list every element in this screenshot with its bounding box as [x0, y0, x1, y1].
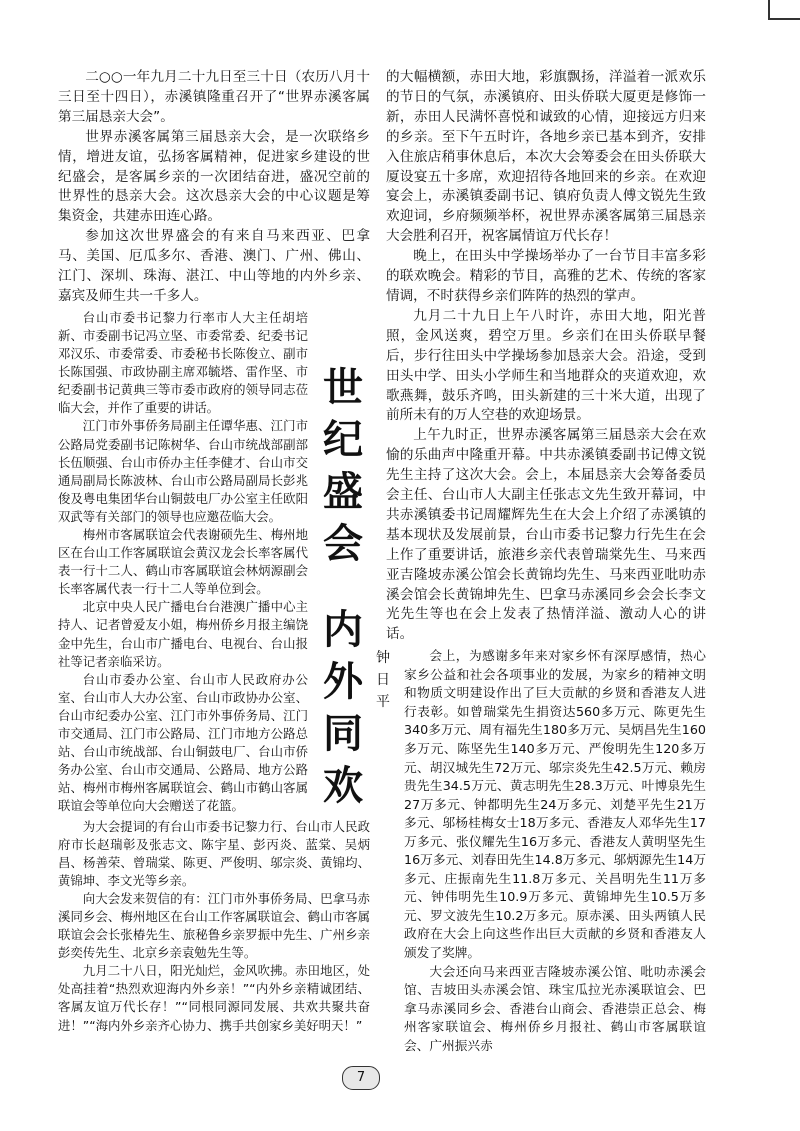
article-title: [316, 362, 370, 812]
title-char: 世: [323, 364, 363, 411]
title-char: 内: [323, 606, 363, 653]
left-column-bottom: [58, 818, 370, 1035]
author-char: 日: [376, 672, 390, 689]
title-char: 外: [323, 658, 363, 705]
paragraph: 为大会提词的有台山市委书记黎力行、台山市人民政府市长赵瑞彰及张志文、陈宇星、彭丙炎、蓝棠、吴炳昌、杨善荣、曾瑞棠、陈更、严俊明、邬宗炎、黄锦均、黄锦坤、李文光等乡亲。: [58, 818, 370, 888]
paragraph: 梅州市客属联谊会代表谢硕先生、梅州地区在台山工作客属联谊会黄汉龙会长率客属代表一行十二人、鹤山市客属联谊会林炳源副会长率客属代表一行十二人等单位到会。: [58, 527, 308, 597]
left-column-middle: [58, 309, 308, 816]
paragraph: 九月二十八日，阳光灿烂，金风吹拂。赤田地区，处处高挂着“热烈欢迎海内外乡亲！”“内外乡亲精诚团结、客属友谊万代长存！”“同根同源同发展、共欢共聚共奋进！”“海内外乡亲齐心协力、携手共创家乡美好明天！”: [58, 963, 370, 1033]
title-char: 同: [323, 710, 363, 757]
paragraph: 台山市委办公室、台山市人民政府办公室、台山市人大办公室、台山市政协办公室、台山市纪委办公室、江门市外事侨务局、江门市交通局、江门市公路局、江门市地方公路总站、台山市统战部、台山铜鼓电厂、台山市侨务办公室、台山市交通局、公路局、地方公路站、梅州市梅州客属联谊会、鹤山市鹤山客属联谊会等单位向大会赠送了花篮。: [58, 671, 308, 814]
paragraph: 江门市外事侨务局副主任谭华惠、江门市公路局党委副书记陈树华、台山市统战部副部长伍顺强、台山市侨办主任李健才、台山市交通局副局长陈波林、台山市公路局副局长彭兆俊及粤电集团华台山铜鼓电厂办公室主任欧阳双武等有关部门的领导也应邀莅临大会。: [58, 418, 308, 524]
paragraph: 九月二十九日上午八时许，赤田大地，阳光普照，金风送爽，碧空万里。乡亲们在田头侨联早餐后，步行往田头中学操场参加恳亲大会。沿途，受到田头中学、田头小学师生和当地群众的夹道欢迎，欢歌燕舞，鼓乐齐鸣，田头新建的三十米大道，出现了前所未有的万人空巷的欢迎场景。: [386, 307, 706, 424]
author-name: [372, 647, 394, 713]
title-char: 会: [323, 520, 363, 567]
title-char: 欢: [323, 762, 363, 809]
paragraph: 北京中央人民广播电台台港澳广播中心主持人、记者曾爱友小姐，梅州侨乡月报主编饶金中先生，台山市广播电台、电视台、台山报社等记者亲临采访。: [58, 599, 308, 669]
paragraph: 会上，为感谢多年来对家乡怀有深厚感情，热心家乡公益和社会各项事业的发展，为家乡的精神文明和物质文明建设作出了巨大贡献的乡贤和香港友人进行表彰。如曾瑞棠先生捐资达560多万元、陈更先生340多万元、周有福先生180多万元、吴炳昌先生160多万元、陈坚先生140多万元、严俊明先生120多万元、胡汉城先生72万元、邬宗炎先生42.5万元、赖房贵先生34.5万元、黄志明先生28.3万元、叶博泉先生27万多元、钟都明先生24万多元、刘楚平先生21万多元、邬杨桂梅女士18万多元、香港友人邓华先生17万多元、张仪耀先生16万多元、香港友人黄明坚先生16万多元、刘春田先生14.8万多元、邬炳源先生14万多元、庄振南先生11.8万多元、关昌明先生11万多元、钟伟明先生10.9万多元、黄锦坤先生10.5万多元、罗文波先生10.2万多元。原赤溪、田头两镇人民政府在大会上向这些作出巨大贡献的乡贤和香港友人颁发了奖牌。: [404, 648, 706, 961]
paragraph: 世界赤溪客属第三届恳亲大会，是一次联络乡情，增进友谊，弘扬客属精神，促进家乡建设的世纪盛会，是客属乡亲的一次团结奋进，盛况空前的世界性的恳亲大会。这次恳亲大会的中心议题是筹集资金，共建赤田连心路。: [58, 128, 370, 225]
paragraph: 向大会发来贺信的有：江门市外事侨务局、巴拿马赤溪同乡会、梅州地区在台山工作客属联谊会、鹤山市客属联谊会会长张椿先生、旅秘鲁乡亲罗振中先生、广州乡亲彭奕传先生、北京乡亲袁勉先生等。: [58, 890, 370, 961]
corner-mark: [768, 0, 800, 20]
page-number: 7: [342, 1066, 380, 1090]
title-char: 纪: [323, 416, 363, 463]
paragraph: 台山市委书记黎力行率市人大主任胡培新、市委副书记冯立坚、市委常委、纪委书记邓汉乐、市委常委、市委秘书长陈俊立、副市长陈国强、市政协副主席邓毓塔、雷作坚、市纪委副书记黄典三等市委市政府的领导同志莅临大会，并作了重要的讲话。: [58, 309, 308, 416]
right-column-top: [386, 68, 706, 645]
paragraph: 晚上，在田头中学操场举办了一台节目丰富多彩的联欢晚会。精彩的节目，高雅的艺术、传统的客家情调，不时获得乡亲们阵阵的热烈的掌声。: [386, 248, 706, 304]
right-column-lower: [404, 647, 706, 1055]
left-column-top: [58, 68, 370, 307]
paragraph: 参加这次世界盛会的有来自马来西亚、巴拿马、美国、厄瓜多尔、香港、澳门、广州、佛山、江门、深圳、珠海、湛江、中山等地的内外乡亲、嘉宾及师生共一千多人。: [58, 228, 370, 304]
author-char: 平: [376, 694, 390, 711]
paragraph: 的大幅横额，赤田大地，彩旗飘扬，洋溢着一派欢乐的节日的气氛，赤溪镇府、田头侨联大厦更是修饰一新，赤田人民满怀喜悦和诚致的心情，迎接远方归来的乡亲。至下午五时许，各地乡亲已基本到齐，安排入住旅店稍事休息后，本次大会筹委会在田头侨联大厦设宴五十多席，欢迎招待各地回来的乡亲。在欢迎宴会上，赤溪镇委副书记、镇府负责人傅文锐先生致欢迎词，乡府频频举杯，祝世界赤溪客属第三届恳亲大会胜利召开，祝客属情谊万代长存！: [386, 69, 706, 245]
paragraph: 大会还向马来西亚吉隆坡赤溪公馆、吡叻赤溪会馆、吉坡田头赤溪会馆、珠宝瓜拉光赤溪联谊会、巴拿马赤溪同乡会、香港台山商会、香港崇正总会、梅州客家联谊会、梅州侨乡月报社、鹤山市客属联谊会、广州振兴赤: [404, 963, 706, 1053]
author-char: 钟: [376, 650, 390, 667]
title-char: 盛: [323, 468, 363, 515]
paragraph: 二○○一年九月二十九日至三十日（农历八月十三日至十四日），赤溪镇隆重召开了“世界赤溪客属第三届恳亲大会”。: [58, 69, 370, 125]
paragraph: 上午九时正，世界赤溪客属第三届恳亲大会在欢愉的乐曲声中隆重开幕。中共赤溪镇委副书记傅文锐先生主持了这次大会。会上，本届恳亲大会筹备委员会主任、台山市人大副主任张志文先生致开幕词，中共赤溪镇委书记周耀辉先生在大会上介绍了赤溪镇的基本现状及发展前景，台山市委书记黎力行先生在会上作了重要讲话，旅港乡亲代表曾瑞棠先生、马来西亚吉隆坡赤溪公馆会长黄锦均先生、马来西亚吡叻赤溪会馆会长黄锦坤先生、巴拿马赤溪同乡会会长李文光先生等也在会上发表了热情洋溢、激动人心的讲话。: [386, 427, 706, 643]
